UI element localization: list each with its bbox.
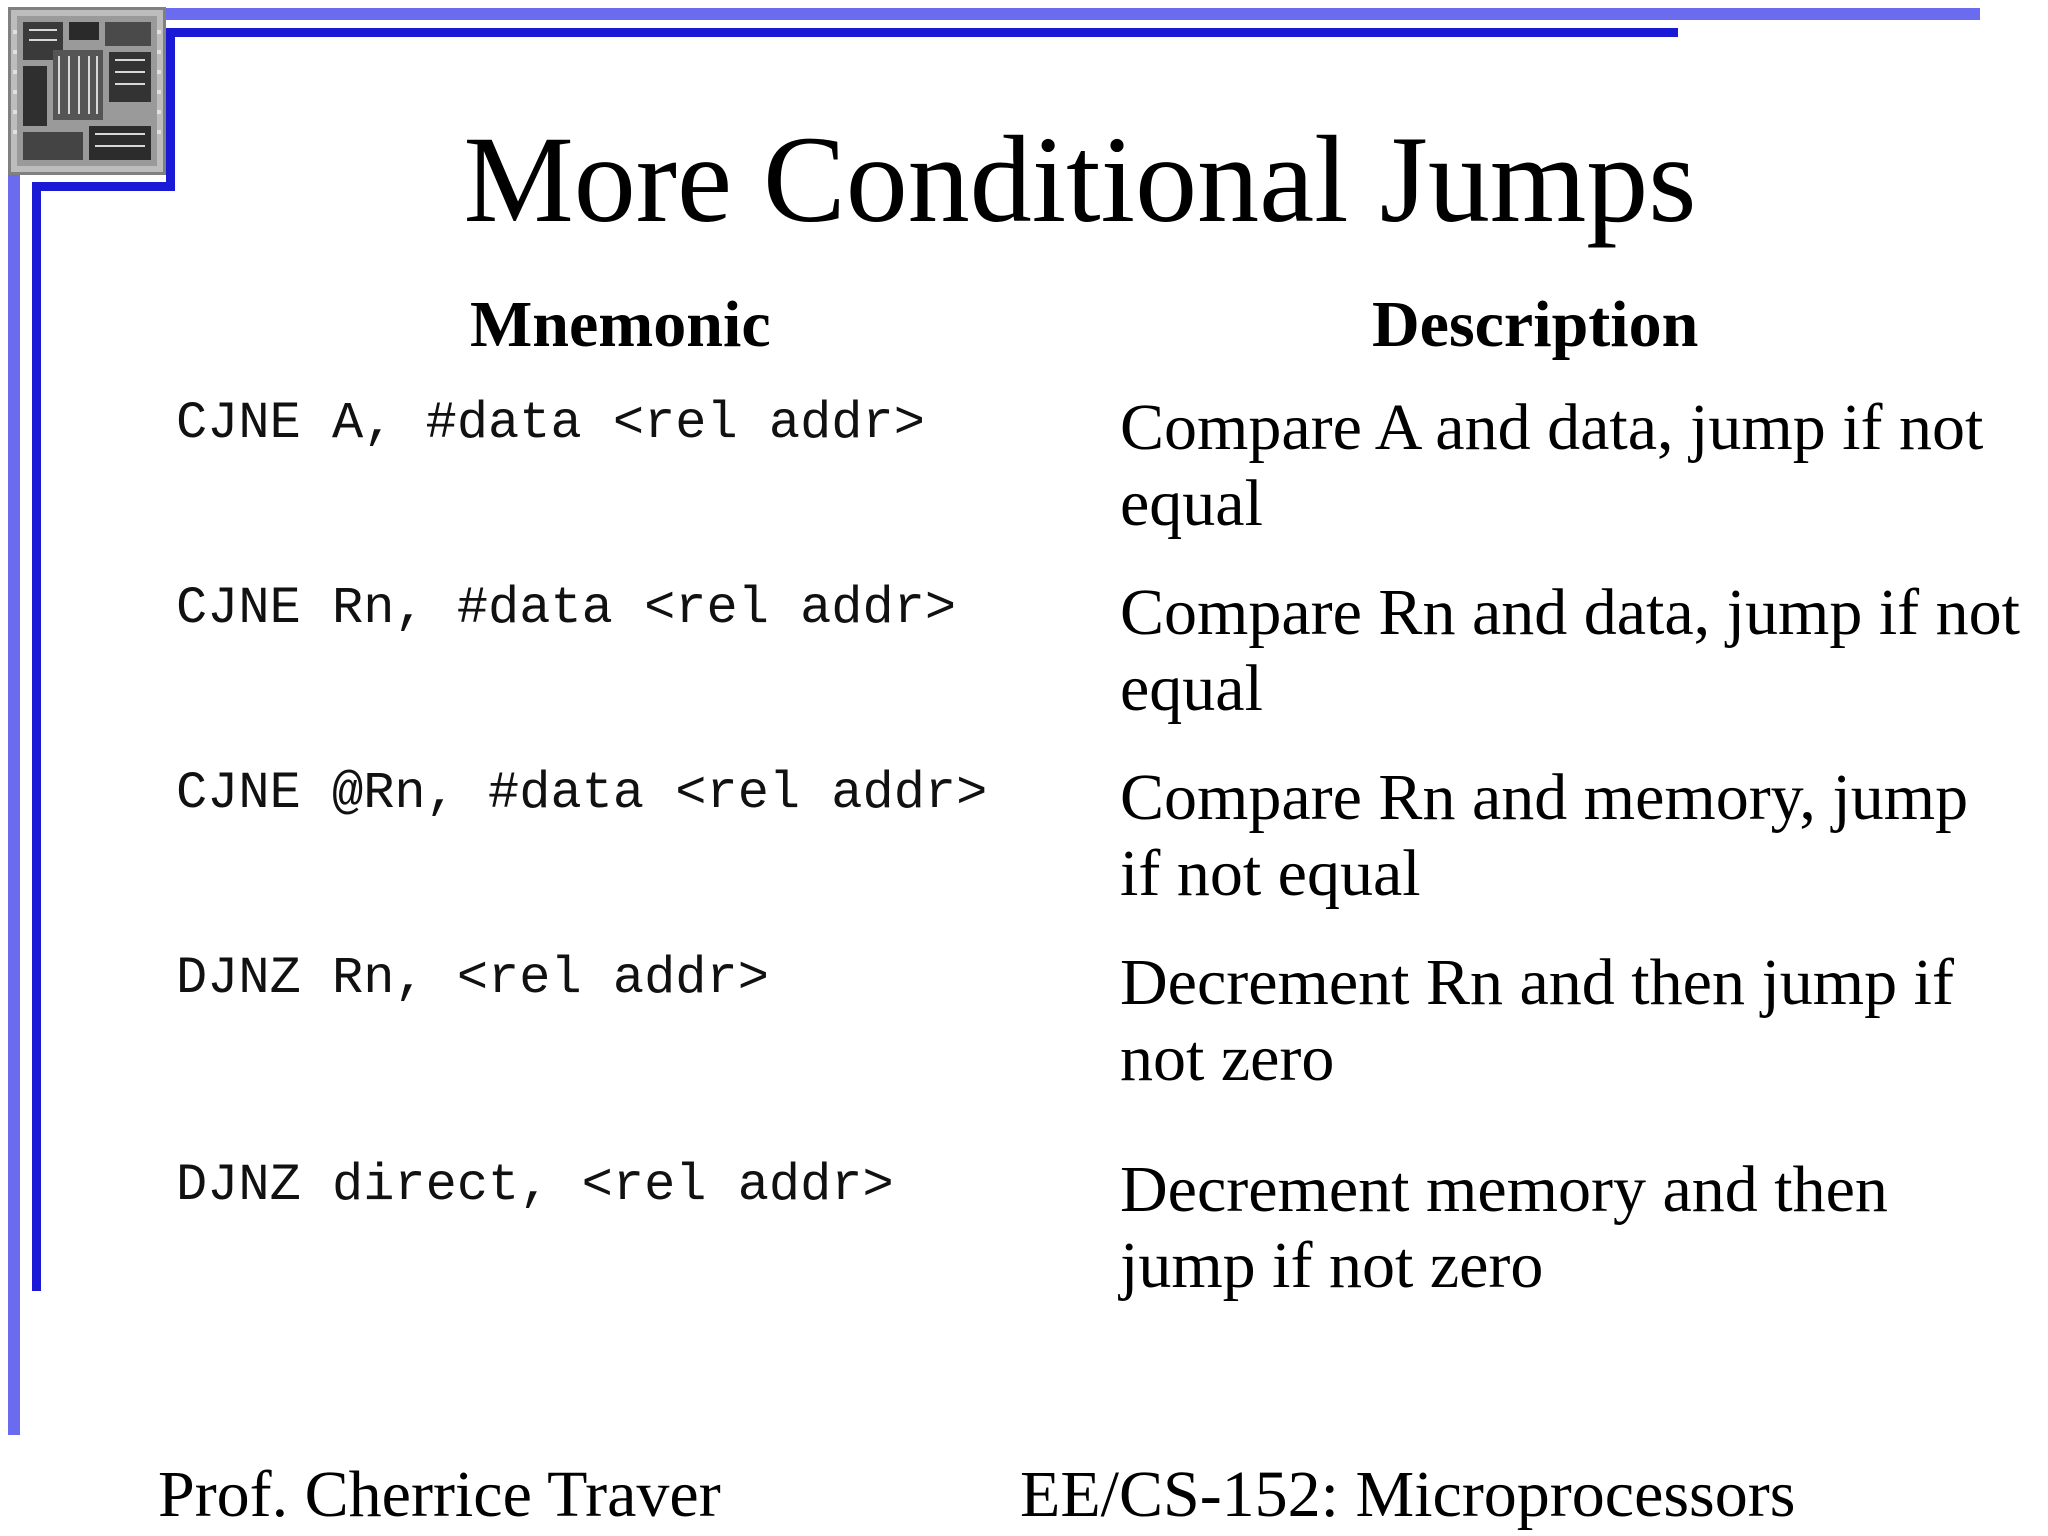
footer-course: EE/CS-152: Microprocessors [1020, 1458, 1796, 1531]
mnemonic-row-3: CJNE @Rn, #data <rel addr> [176, 764, 988, 823]
description-header: Description [1372, 288, 1699, 361]
slide-title: More Conditional Jumps [463, 111, 1697, 248]
left-accent-bar-light [8, 175, 20, 1435]
left-accent-bar-dark [32, 185, 41, 1291]
description-row-3: Compare Rn and memory, jump if not equal [1120, 761, 1969, 910]
chip-die-image [8, 7, 166, 175]
mnemonic-row-1: CJNE A, #data <rel addr> [176, 394, 925, 453]
description-row-2: Compare Rn and data, jump if not equal [1120, 576, 2020, 725]
mnemonic-header: Mnemonic [470, 288, 771, 361]
mnemonic-row-4: DJNZ Rn, <rel addr> [176, 949, 769, 1008]
description-row-1: Compare A and data, jump if not equal [1120, 391, 1984, 540]
footer-author: Prof. Cherrice Traver [158, 1458, 721, 1531]
description-row-5: Decrement memory and then jump if not zero [1120, 1153, 1888, 1302]
corner-connector-dark [166, 28, 175, 188]
description-row-4: Decrement Rn and then jump if not zero [1120, 946, 1954, 1095]
mnemonic-row-5: DJNZ direct, <rel addr> [176, 1156, 894, 1215]
corner-connector-horizontal [32, 182, 175, 191]
top-accent-bar-light [166, 8, 1980, 20]
mnemonic-row-2: CJNE Rn, #data <rel addr> [176, 579, 957, 638]
top-accent-bar-dark [166, 28, 1678, 37]
